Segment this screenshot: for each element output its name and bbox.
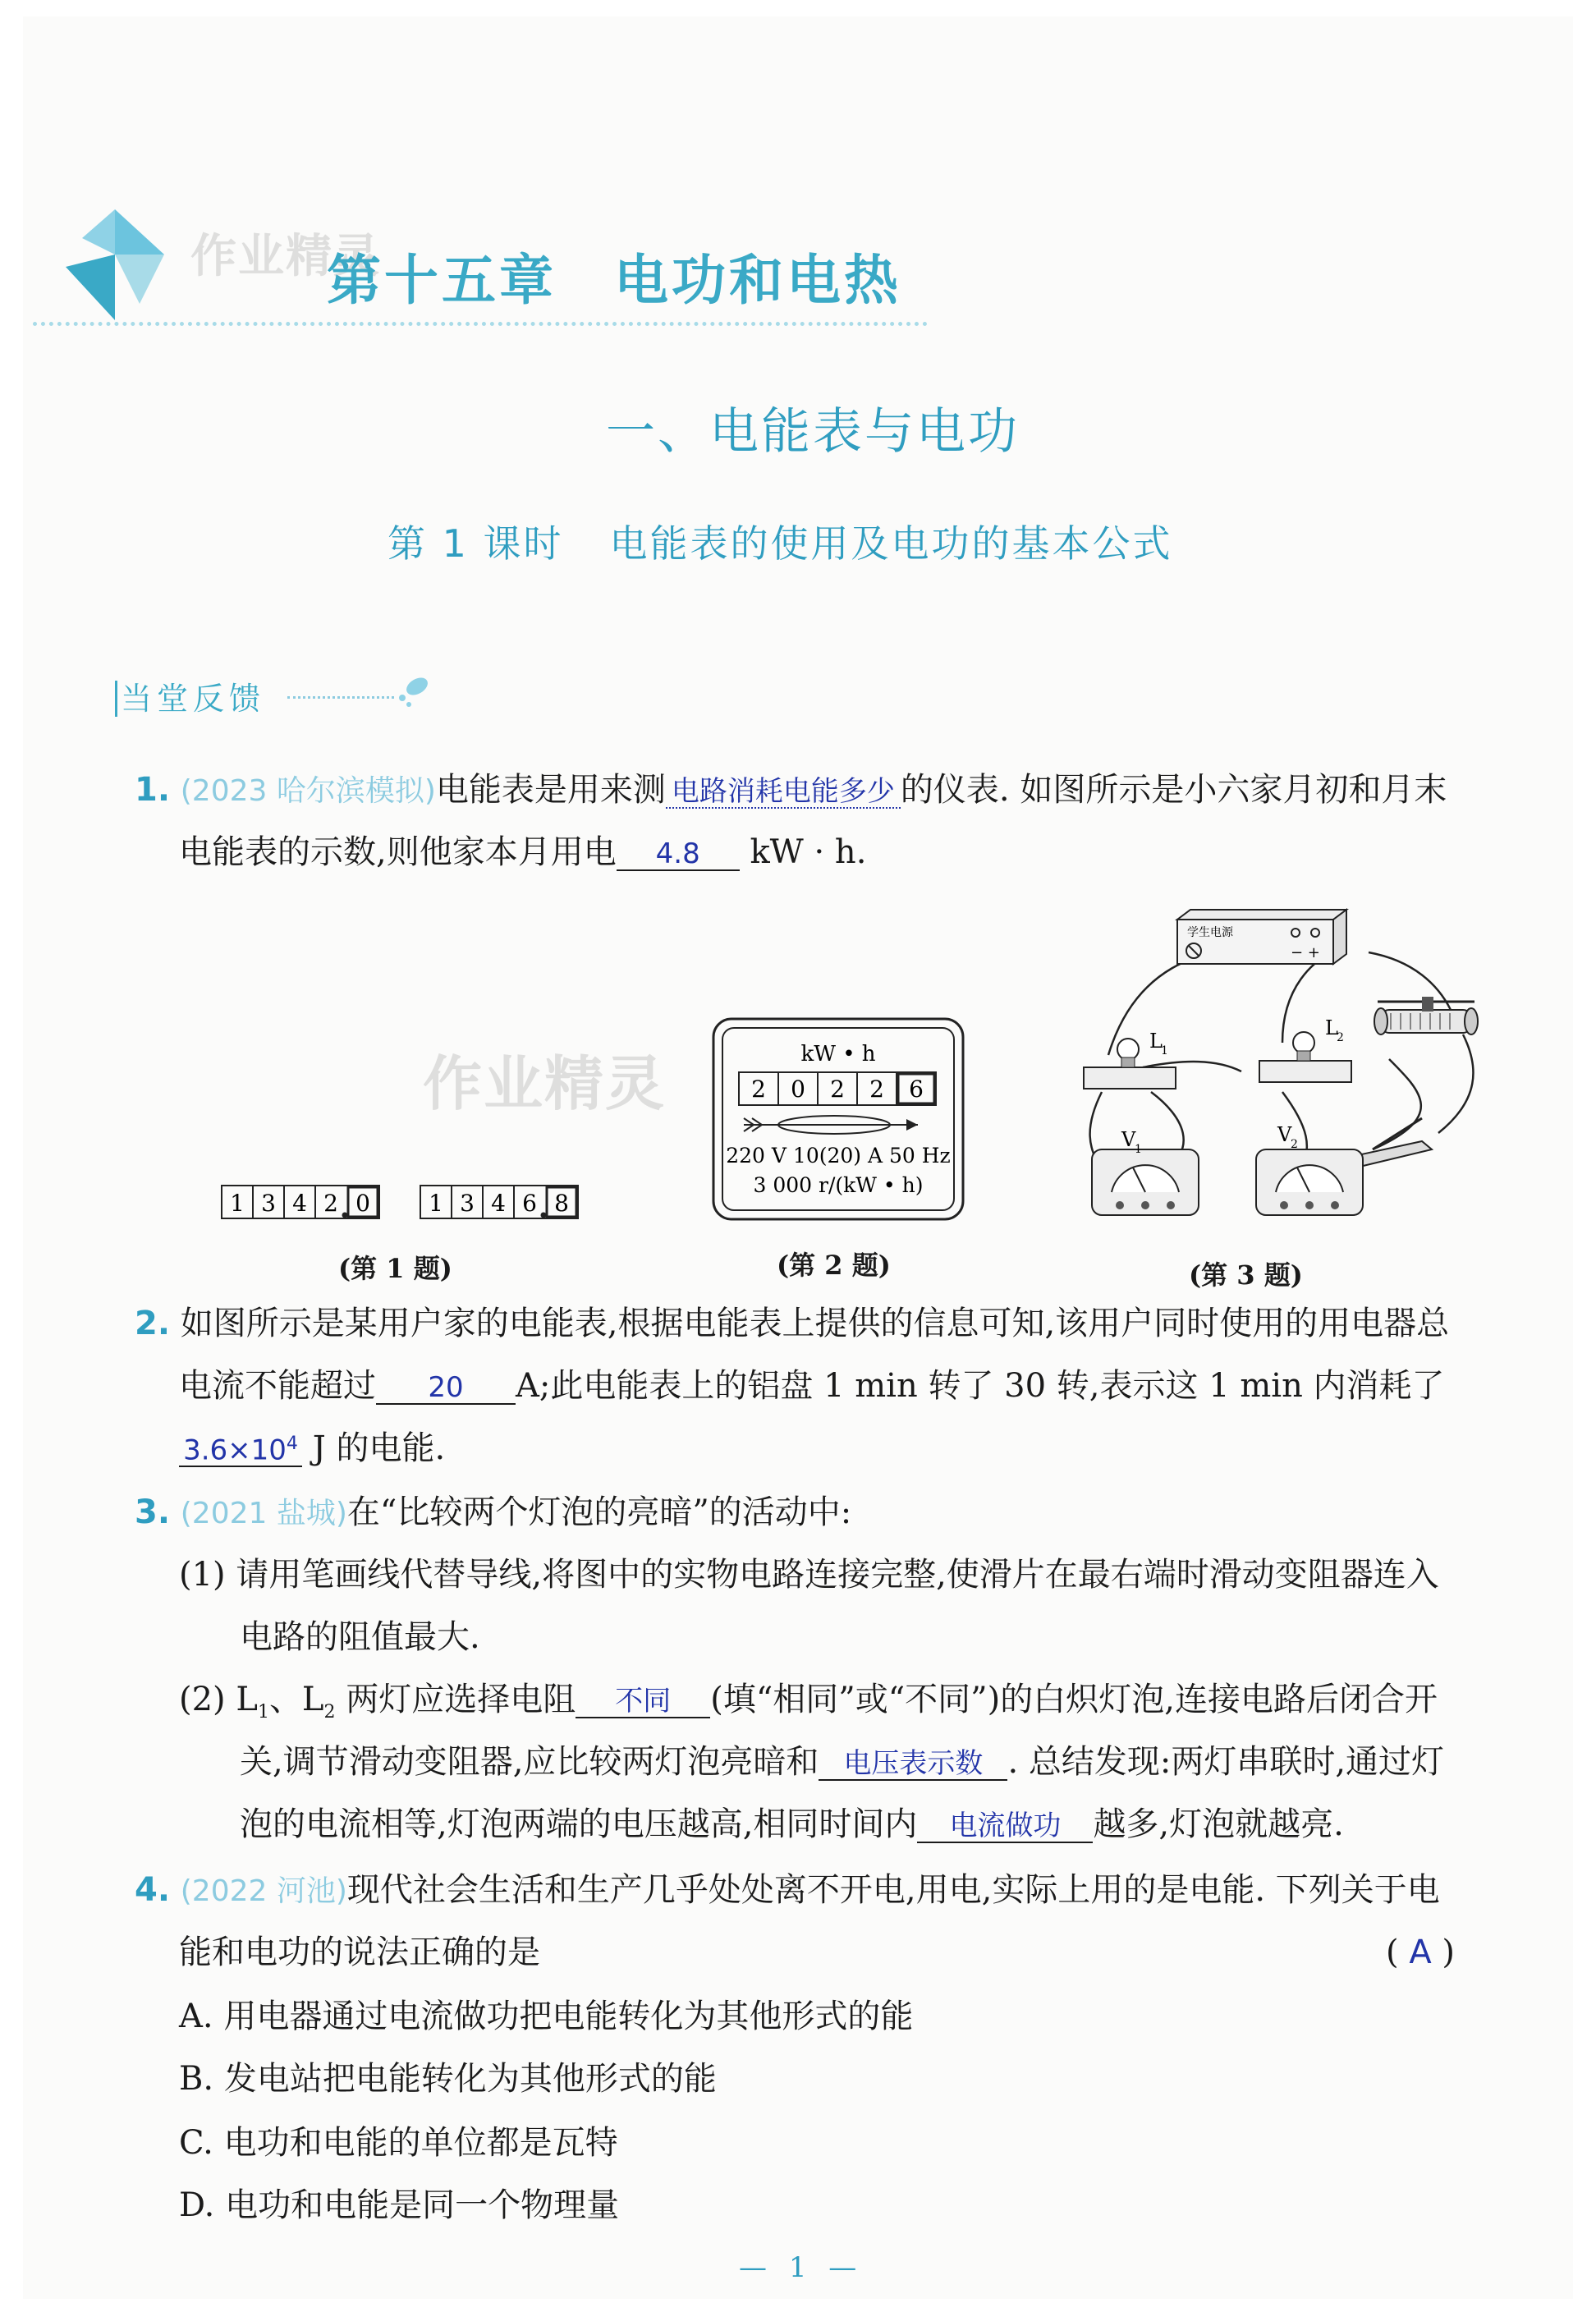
q4-option-a: A. 用电器通过电流做功把电能转化为其他形式的能 [179, 1998, 914, 2035]
q3-answer-2[interactable]: 电压表示数 [819, 1749, 1007, 1781]
svg-text:1: 1 [1135, 1143, 1142, 1156]
meter2-digit: 4 [491, 1190, 506, 1217]
q4-option-b: B. 发电站把电能转化为其他形式的能 [179, 2060, 717, 2098]
q1-number: 1. [135, 771, 171, 809]
feedback-label: 当堂反馈 [115, 673, 265, 718]
meter-disc-arrow-icon [744, 1116, 918, 1134]
q2-line2: 电流不能超过 20 A;此电能表上的铝盘 1 min 转了 30 转,表示这 1 min 内消耗了 [179, 1367, 1445, 1405]
meter-spec-1: 220 V 10(20) A 50 Hz [726, 1144, 951, 1167]
svg-text:V: V [1277, 1123, 1292, 1146]
meter1-digit: 2 [323, 1190, 338, 1217]
svg-text:2: 2 [1291, 1138, 1298, 1151]
q4-answer: A [1409, 1934, 1432, 1971]
section-title: 一、电能表与电功 [606, 403, 1020, 461]
meter1-digit: 4 [292, 1190, 307, 1217]
feedback-divider [287, 696, 394, 699]
meter2-digit: 6 [522, 1190, 537, 1217]
meter-readings [220, 1182, 581, 1223]
svg-text:L: L [1325, 1016, 1338, 1039]
q1-line2: 电能表的示数,则他家本月用电 4.8 kW · h. [179, 833, 867, 871]
power-supply-label: 学生电源 [1187, 926, 1233, 939]
meter-reading-end [420, 1186, 578, 1218]
figure-2-meter [711, 1016, 965, 1222]
watermark: 作业精灵 [423, 1049, 667, 1118]
watermark: 作业精灵 [190, 230, 381, 283]
lamp-L2 [1259, 1016, 1351, 1082]
lesson-number: 第 1 课时 [388, 521, 564, 566]
figure-1-meters [220, 1182, 581, 1227]
svg-text:− +: − + [1291, 944, 1320, 961]
figure-3-circuit [1036, 903, 1496, 1248]
q3-number: 3. [135, 1493, 171, 1531]
q1-line1: 1. (2023 哈尔滨模拟)电能表是用来测 电路消耗电能多少 的仪表. 如图所示是小六家月初和月末 [135, 771, 1447, 809]
svg-text:L: L [1149, 1030, 1163, 1053]
chapter-emblem-icon [57, 205, 172, 328]
chapter-name: 电功和电热 [614, 249, 901, 312]
q4-number: 4. [135, 1871, 171, 1909]
q2-line1: 2. 如图所示是某用户家的电能表,根据电能表上提供的信息可知,该用户同时使用的用电器总 [135, 1305, 1450, 1342]
meter-digit: 0 [791, 1076, 805, 1103]
meter-digit: 6 [909, 1076, 924, 1103]
q3-part2-line3: 泡的电流相等,灯泡两端的电压越高,相同时间内 电流做功 越多,灯泡就越亮. [240, 1805, 1344, 1843]
q4-option-d: D. 电功和电能是同一个物理量 [179, 2186, 620, 2224]
q4-answer-bracket[interactable]: ( A ) [1386, 1934, 1456, 1971]
q1-answer-1[interactable]: 电路消耗电能多少 [666, 777, 901, 809]
q3-part2-line2: 关,调节滑动变阻器,应比较两灯泡亮暗和 电压表示数 . 总结发现:两灯串联时,通过灯 [240, 1743, 1445, 1781]
q2-number: 2. [135, 1305, 171, 1342]
meter2-digit: 1 [429, 1190, 443, 1217]
page-number: — 1 — [739, 2251, 864, 2284]
meter-spec-2: 3 000 r/(kW • h) [753, 1173, 924, 1197]
header-divider [33, 322, 928, 326]
figure-3-caption: (第 3 题) [1189, 1259, 1303, 1291]
q3-source: (2021 盐城) [180, 1497, 347, 1530]
meter-unit: kW • h [800, 1042, 876, 1067]
q4-line1: 4. (2022 河池)现代社会生活和生产几乎处处离不开电,用电,实际上用的是电能. 下列关于电 [135, 1871, 1440, 1909]
meter-digit: 2 [830, 1076, 845, 1103]
meter-digit: 2 [751, 1076, 766, 1103]
svg-text:V: V [1121, 1128, 1136, 1151]
figure-2-caption: (第 2 题) [777, 1250, 891, 1281]
q2-answer-2[interactable]: $3.6\times 10^4$ [179, 1434, 302, 1468]
q3-answer-1[interactable]: 不同 [576, 1686, 710, 1718]
q1-source: (2023 哈尔滨模拟) [180, 774, 436, 808]
feedback-sparkle-icon [392, 673, 433, 709]
figure-1-caption: (第 1 题) [338, 1253, 452, 1284]
meter-digit: 2 [869, 1076, 884, 1103]
meter2-digit: 8 [554, 1190, 569, 1217]
q4-source: (2022 河池) [180, 1874, 347, 1908]
chapter-number: 第十五章 [327, 249, 557, 312]
lesson-name: 电能表的使用及电功的基本公式 [609, 521, 1173, 566]
q4-line2: 能和电功的说法正确的是 [179, 1934, 540, 1971]
q2-answer-1[interactable]: 20 [376, 1373, 516, 1405]
q3-line1: 3. (2021 盐城)在“比较两个灯泡的亮暗”的活动中: [135, 1493, 852, 1531]
q3-answer-3[interactable]: 电流做功 [917, 1811, 1093, 1843]
meter1-digit: 1 [230, 1190, 245, 1217]
meter2-digit: 3 [460, 1190, 475, 1217]
lesson-title [388, 514, 1173, 568]
rheostat [1374, 997, 1478, 1034]
svg-text:2: 2 [1337, 1031, 1344, 1044]
meter1-digit: 0 [355, 1190, 370, 1217]
q1-answer-2[interactable]: 4.8 [617, 839, 740, 871]
meter1-digit: 3 [261, 1190, 276, 1217]
lamp-L1 [1084, 1030, 1176, 1089]
q4-option-c: C. 电功和电能的单位都是瓦特 [179, 2124, 618, 2162]
q2-line3: $3.6\times 10^4$ J 的电能. [179, 1432, 445, 1467]
q3-part2-line1: (2) $L_1$、$L_2$ 两灯应选择电阻 不同 (填“相同”或“不同”)的白炽灯泡,连接电路后闭合开 [179, 1681, 1438, 1723]
svg-text:1: 1 [1161, 1044, 1168, 1057]
meter-reading-start [222, 1186, 379, 1218]
voltmeter-V2 [1256, 1123, 1363, 1215]
power-supply [1177, 910, 1346, 964]
q3-part1-line1: (1) 请用笔画线代替导线,将图中的实物电路连接完整,使滑片在最右端时滑动变阻器连入 [179, 1556, 1439, 1594]
q3-part1-line2: 电路的阻值最大. [240, 1618, 480, 1656]
chapter-title [327, 236, 901, 314]
